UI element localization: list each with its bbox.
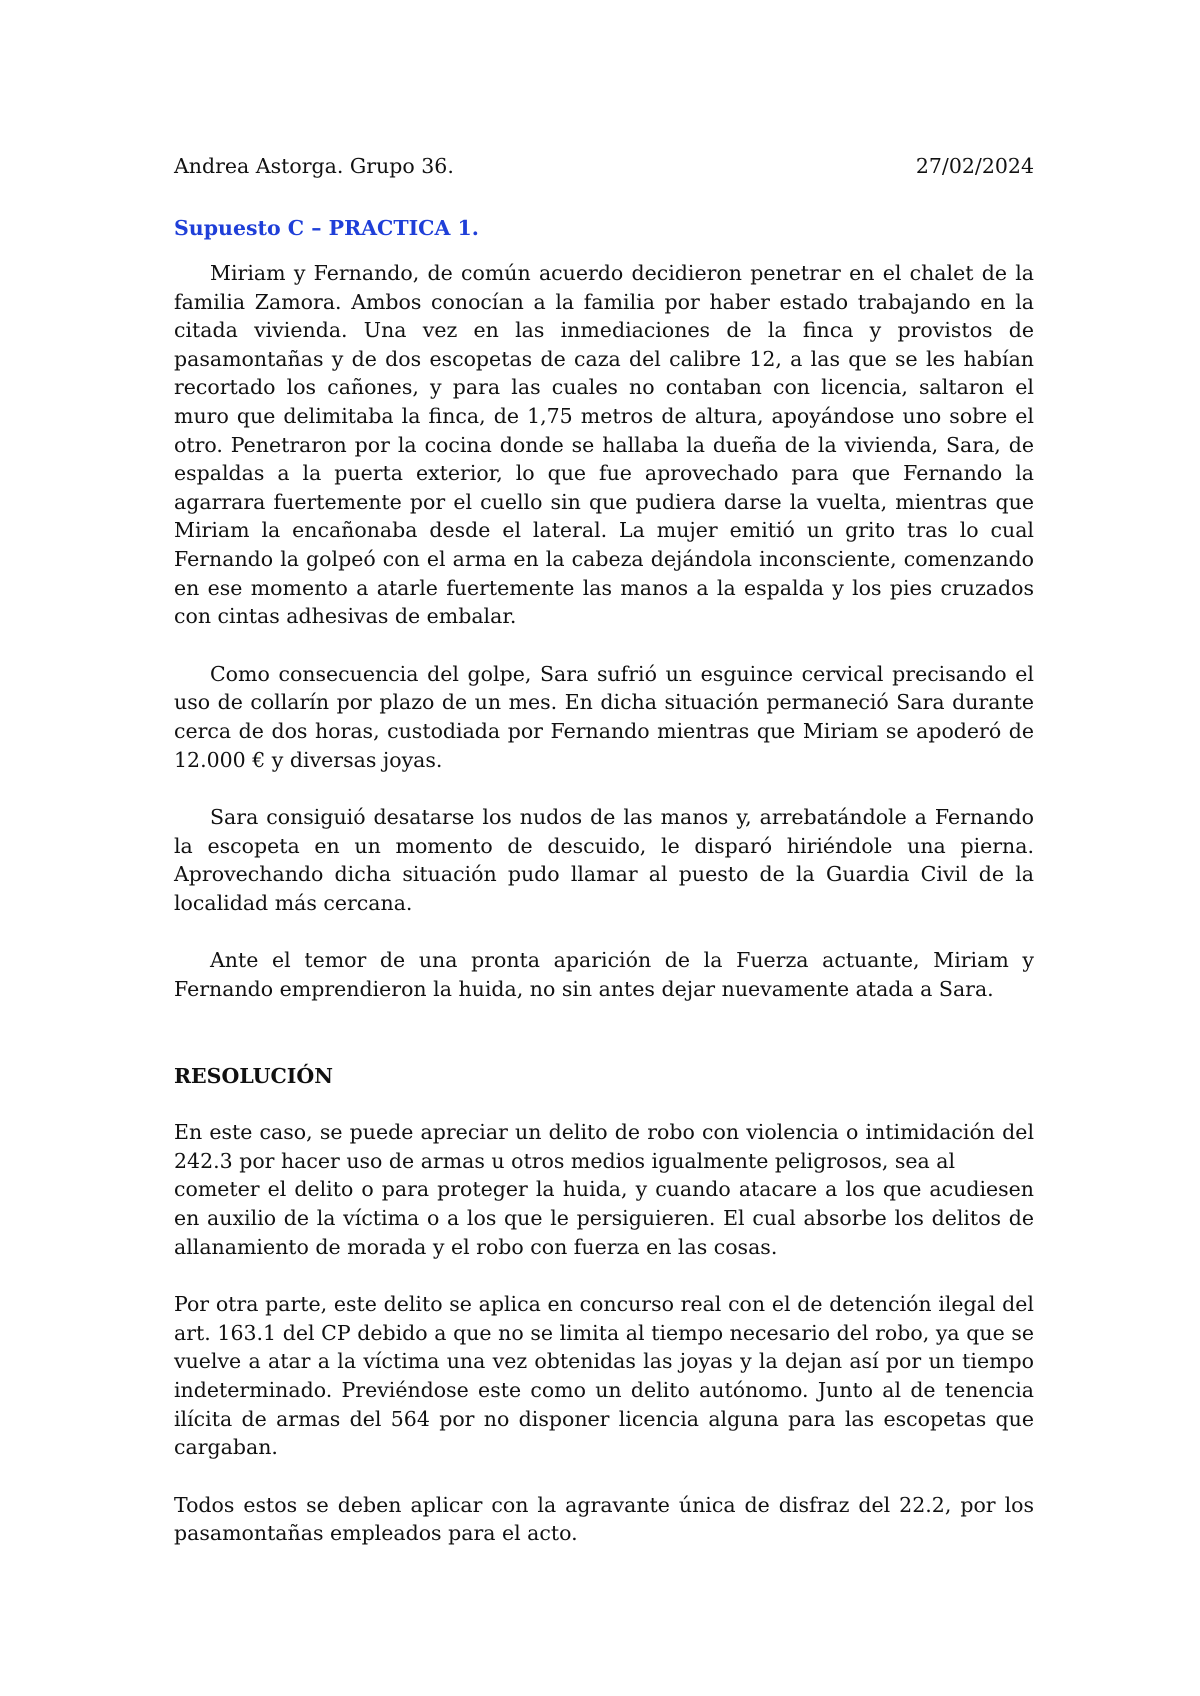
author-line: Andrea Astorga. Grupo 36.	[174, 154, 454, 178]
document-title: Supuesto C – PRACTICA 1.	[174, 216, 479, 240]
statement-paragraph-2: Como consecuencia del golpe, Sara sufrió un esguince cervical precisando el uso de collarín por plazo de un mes. En dicha situación permaneció Sara durante cerca de dos horas, custodiada por Fernando mientras que Miriam se apoderó de 12.000 € y diversas joyas.	[174, 661, 1034, 772]
resolution-paragraph-1	[174, 1118, 1034, 1261]
statement-paragraph-3: Sara consiguió desatarse los nudos de las manos y, arrebatándole a Fernando la escopeta en un momento de descuido, le disparó hiriéndole una pierna. Aprovechando dicha situación pudo llamar al puesto de la Guardia Civil de la localidad más cercana.	[174, 805, 1034, 915]
statement-paragraph-1: Miriam y Fernando, de común acuerdo decidieron penetrar en el chalet de la familia Zamora. Ambos conocían a la familia por haber estado trabajando en la citada vivienda. Una vez en las inmediaciones de la finca y provistos de pasamontañas y de dos escopetas de caza del calibre 12, a las que se les habían recortado los cañones, y para las cuales no contaban con licencia, saltaron el muro que delimitaba la finca, de 1,75 metros de altura, apoyándose uno sobre el otro. Penetraron por la cocina donde se hallaba la dueña de la vivienda, Sara, de espaldas a la puerta exterior, lo que fue aprovechado para que Fernando la agarrara fuertemente por el cuello sin que pudiera darse la vuelta, mientras que Miriam la encañonaba desde el lateral. La mujer emitió un grito tras lo cual Fernando la golpeó con el arma en la cabeza dejándola inconsciente, comenzando en ese momento a atarle fuertemente las manos a la espalda y los pies cruzados con cintas adhesivas de embalar.	[174, 261, 1034, 629]
resolution-heading: RESOLUCIÓN	[174, 1063, 333, 1088]
resolution-paragraph-1-rest: cometer el delito o para proteger la huida, y cuando atacare a los que acudiesen en auxilio de la víctima o a los que le persiguieren. El cual absorbe los delitos de allanamiento de morada y el robo con fuerza en las cosas.	[174, 1177, 1034, 1259]
document-page	[174, 150, 1034, 1548]
resolution-paragraph-1-line-1: En este caso, se puede apreciar un delito de robo con violencia o intimidación del 242.3 por hacer uso de armas u otros medios igualmente peligrosos, sea al	[174, 1120, 1034, 1173]
document-header	[174, 150, 1034, 182]
document-date: 27/02/2024	[915, 154, 1034, 178]
resolution-paragraph-2: Por otra parte, este delito se aplica en concurso real con el de detención ilegal del art. 163.1 del CP debido a que no se limita al tiempo necesario del robo, ya que se vuelve a atar a la víctima una vez obtenidas las joyas y la dejan así por un tiempo indeterminado. Previéndose este como un delito autónomo. Junto al de tenencia ilícita de armas del 564 por no disponer licencia alguna para las escopetas que cargaban.	[174, 1292, 1034, 1460]
resolution-paragraph-3: Todos estos se deben aplicar con la agravante única de disfraz del 22.2, por los pasamontañas empleados para el acto.	[174, 1492, 1034, 1546]
statement-paragraph-4: Ante el temor de una pronta aparición de la Fuerza actuante, Miriam y Fernando emprendieron la huida, no sin antes dejar nuevamente atada a Sara.	[174, 948, 1034, 1002]
